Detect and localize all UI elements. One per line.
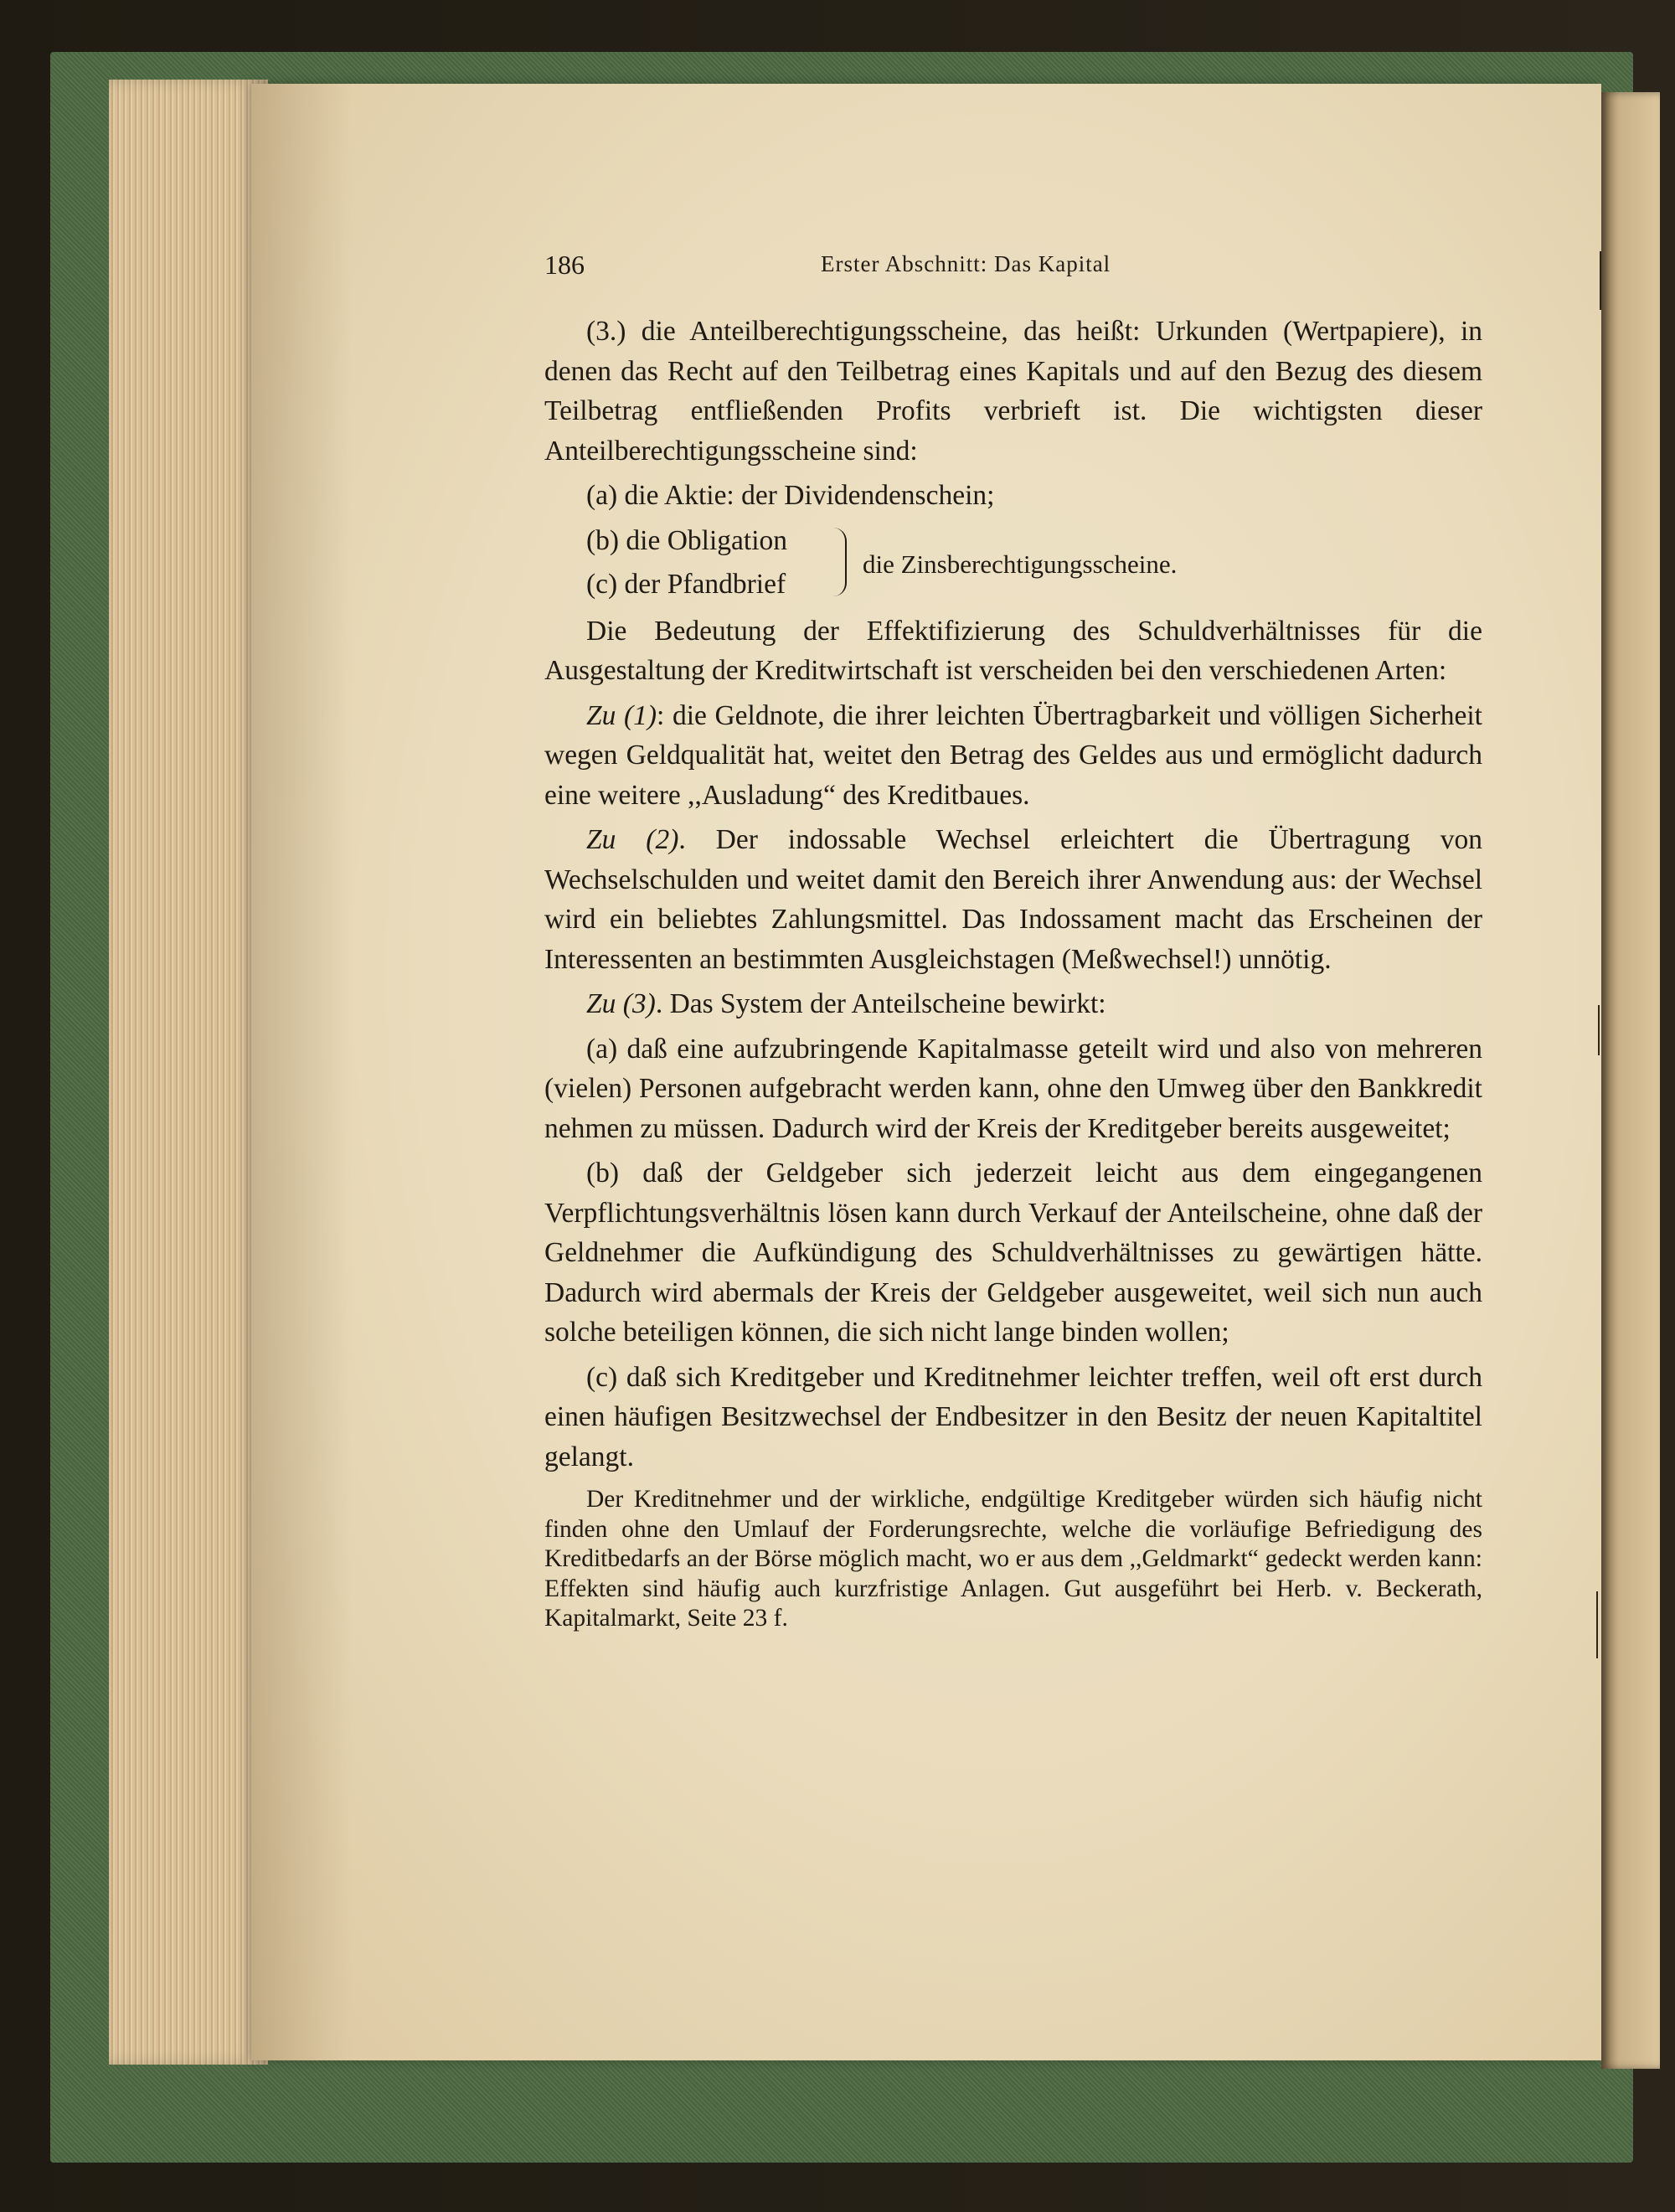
zu-1-text: : die Geldnote, die ihrer leichten Übertragbarkeit und völligen Sicherheit wegen Geldqualität hat, weitet den Betrag des Geldes aus und ermöglicht dadurch eine weitere ,,Ausladung“ des Kreditbaues. — [544, 699, 1482, 811]
facing-page-edge — [1601, 92, 1660, 2069]
paragraph-zu-3-c: (c) daß sich Kreditgeber und Kreditnehmer leichter treffen, weil oft erst durch einen häufigen Besitzwechsel der Endbesitzer in den Besitz der neuen Kapitaltitel gelangt. — [544, 1361, 1482, 1472]
zu-3-text: . Das System der Anteilscheine bewirkt: — [655, 988, 1106, 1019]
margin-mark — [1598, 1005, 1600, 1055]
paragraph-bedeutung: Die Bedeutung der Effektifizierung des Schuldverhältnisses für die Ausgestaltung der Kreditwirtschaft ist verscheiden bei den verschiedenen Arten: — [544, 615, 1482, 686]
page-body — [544, 312, 1482, 1634]
paragraph-zu-3-b: (b) daß der Geldgeber sich jederzeit leicht aus dem eingegangenen Verpflichtungsverhältnis lösen kann durch Verkauf der Anteilscheine, ohne daß der Geldnehmer die Aufkündigung des Schuldverhältnisses zu gewärtigen hätte. Dadurch wird abermals der Kreis der Geldgeber ausgeweitet, weil sich nun auch solche beteiligen können, die sich nicht lange binden wollen; — [544, 1158, 1482, 1348]
zu-1-lead: Zu (1) — [586, 699, 657, 731]
margin-mark — [1596, 1591, 1598, 1658]
list-item-c: (c) der Pfandbrief — [586, 568, 786, 600]
brace-label: die Zinsberechtigungsscheine. — [863, 549, 1178, 579]
zu-3-lead: Zu (3) — [586, 988, 656, 1019]
list-item-a: (a) die Aktie: der Dividendenschein; — [586, 480, 995, 511]
zu-2-text: . Der indossable Wechsel erleichtert die Übertragung von Wechselschulden und weitet damit den Bereich ihrer Anwendung aus: der Wechsel wird ein beliebtes Zahlungsmittel. Das Indossament macht das Erscheinen der Interessenten an bestimmten Ausgleichstagen (Meßwechsel!) unnötig. — [544, 824, 1482, 975]
note-paragraph: Der Kreditnehmer und der wirkliche, endgültige Kreditgeber würden sich häufig nicht finden ohne den Umlauf der Forderungsrechte, welche die vorläufige Befriedigung des Kreditbedarfs an der Börse möglich macht, wo er aus dem ,,Geldmarkt“ gedeckt werden kann: Effekten sind häufig auch kurzfristige Anlagen. Gut ausgeführt bei Herb. v. Beckerath, Kapitalmarkt, Seite 23 f. — [544, 1486, 1482, 1632]
margin-mark — [1600, 251, 1601, 310]
page-number: 186 — [544, 250, 585, 280]
page-edges — [109, 80, 268, 2065]
curly-brace — [833, 528, 847, 596]
page-header — [544, 250, 1482, 283]
paragraph-zu-3 — [544, 984, 1482, 1024]
running-title: Erster Abschnitt: Das Kapital — [821, 251, 1111, 276]
brace-group — [544, 519, 1482, 606]
paragraph-zu-2 — [544, 820, 1482, 979]
paragraph-intro: (3.) die Anteilberechtigungsscheine, das heißt: Urkunden (Wertpapiere), in denen das Recht auf den Teilbetrag eines Kapitals und auf den Bezug des diesem Teilbetrag entfließenden Profits verbrieft ist. Die wichtigsten dieser Anteilberechtigungsscheine sind: — [544, 316, 1482, 467]
paragraph-zu-3-a: (a) daß eine aufzubringende Kapitalmasse geteilt wird und also von mehreren (vielen) Personen aufgebracht werden kann, ohne den Umweg über den Bankkredit nehmen zu müssen. Dadurch wird der Kreis der Kreditgeber bereits ausgeweitet; — [544, 1033, 1482, 1144]
paragraph-zu-1 — [544, 696, 1482, 816]
zu-2-lead: Zu (2) — [586, 824, 679, 855]
list-item-b: (b) die Obligation — [586, 524, 788, 556]
